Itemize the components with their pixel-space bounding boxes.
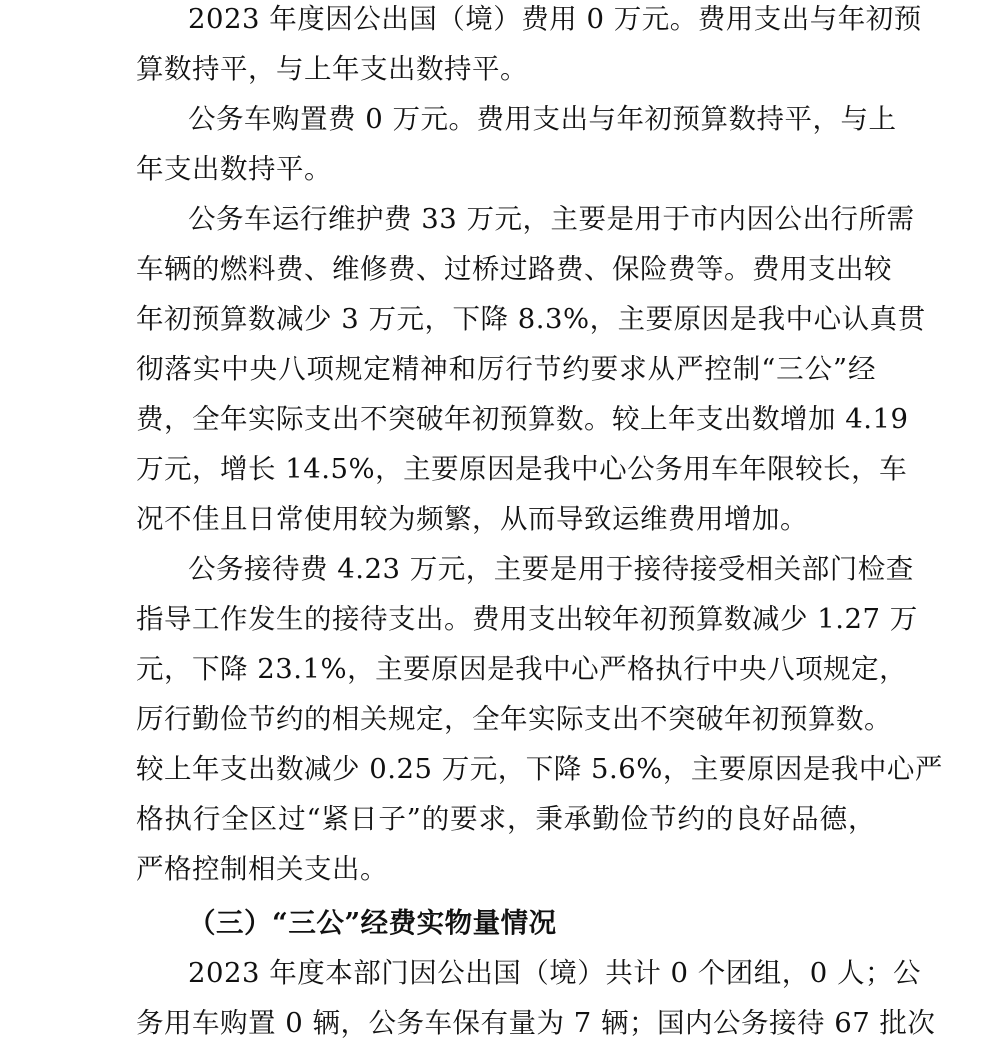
paragraph-line: 严格控制相关支出。 bbox=[136, 853, 388, 885]
paragraph-line: 费，全年实际支出不突破年初预算数。较上年支出数增加 4.19 bbox=[136, 403, 909, 435]
paragraph-line: 年初预算数减少 3 万元，下降 8.3%，主要原因是我中心认真贯 bbox=[136, 303, 926, 335]
paragraph-line: 车辆的燃料费、维修费、过桥过路费、保险费等。费用支出较 bbox=[136, 253, 892, 285]
paragraph-line: 公务车购置费 0 万元。费用支出与年初预算数持平，与上 bbox=[188, 103, 897, 135]
paragraph-line: 算数持平，与上年支出数持平。 bbox=[136, 53, 528, 85]
paragraph-line: 彻落实中央八项规定精神和厉行节约要求从严控制“三公”经 bbox=[136, 353, 876, 385]
paragraph-line: 公务接待费 4.23 万元，主要是用于接待接受相关部门检查 bbox=[188, 553, 914, 585]
paragraph-line: 万元，增长 14.5%，主要原因是我中心公务用车年限较长，车 bbox=[136, 453, 908, 485]
section-heading: （三）“三公”经费实物量情况 bbox=[188, 907, 557, 939]
paragraph-line: 格执行全区过“紧日子”的要求，秉承勤俭节约的良好品德， bbox=[136, 803, 876, 835]
paragraph-line: 务用车购置 0 辆，公务车保有量为 7 辆；国内公务接待 67 批次 bbox=[136, 1007, 936, 1039]
paragraph-line: 较上年支出数减少 0.25 万元，下降 5.6%，主要原因是我中心严 bbox=[136, 753, 943, 785]
paragraph-line: 况不佳且日常使用较为频繁，从而导致运维费用增加。 bbox=[136, 503, 808, 535]
paragraph-line: 年支出数持平。 bbox=[136, 153, 332, 185]
paragraph-line: 厉行勤俭节约的相关规定，全年实际支出不突破年初预算数。 bbox=[136, 703, 892, 735]
paragraph-line: 公务车运行维护费 33 万元，主要是用于市内因公出行所需 bbox=[188, 203, 915, 235]
paragraph-line: 指导工作发生的接待支出。费用支出较年初预算数减少 1.27 万 bbox=[136, 603, 918, 635]
paragraph-line: 2023 年度本部门因公出国（境）共计 0 个团组，0 人；公 bbox=[188, 957, 921, 989]
paragraph-line: 元，下降 23.1%，主要原因是我中心严格执行中央八项规定， bbox=[136, 653, 908, 685]
paragraph-line: 2023 年度因公出国（境）费用 0 万元。费用支出与年初预 bbox=[188, 3, 922, 35]
